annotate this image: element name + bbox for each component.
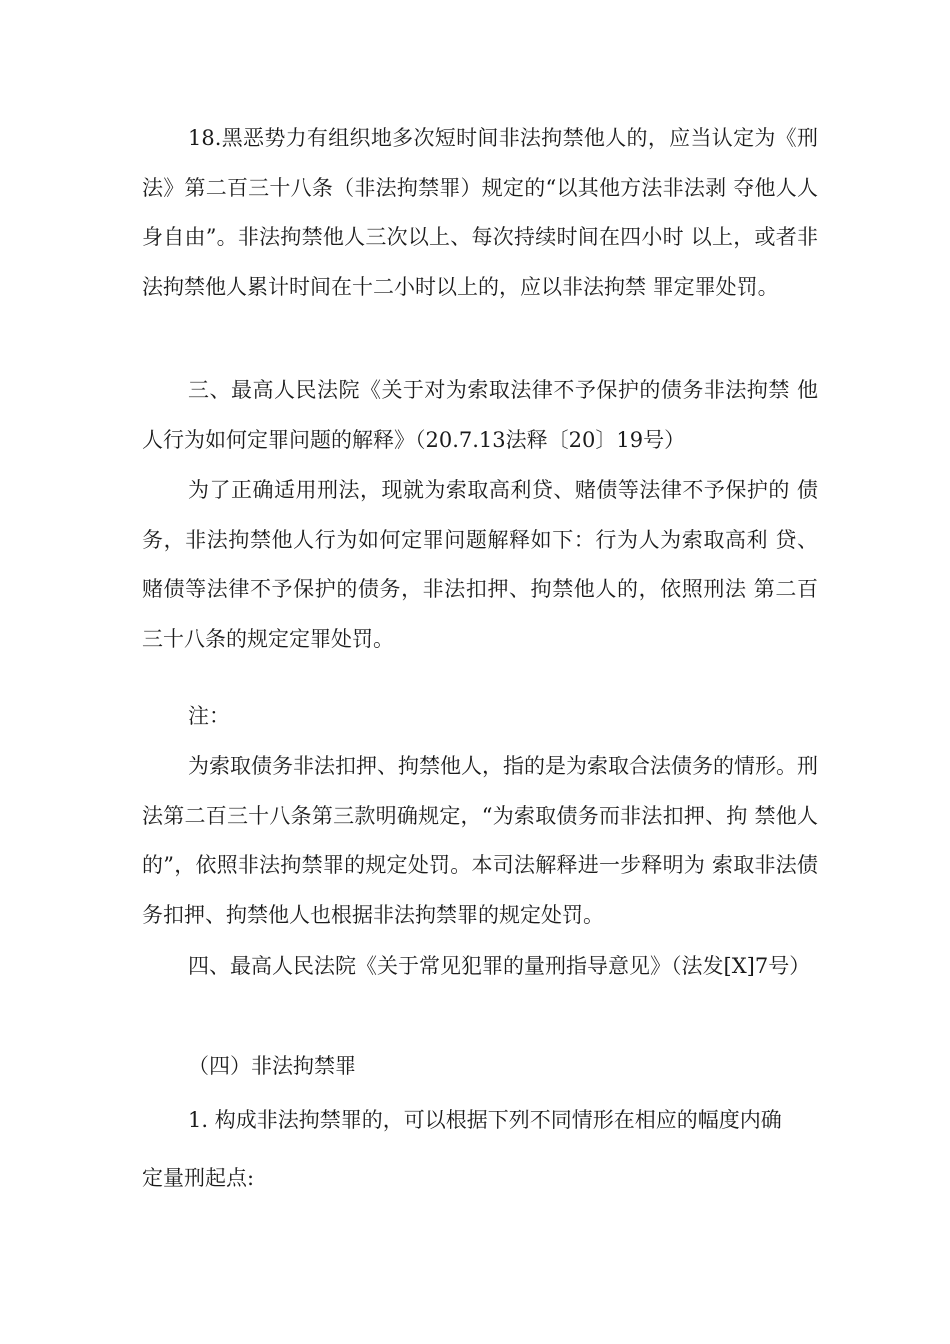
paragraph-interpretation-body: 为了正确适用刑法，现就为索取高利贷、赌债等法律不予保护的 债务，非法拘禁他人行为如何定罪问题解释如下：行为人为索取高利 贷、赌债等法律不予保护的债务，非法扣押、拘禁他人的，依照刑法 第二百三十八条的规定定罪处罚。 — [142, 478, 818, 651]
paragraph-item-1-line-1: 1. 构成非法拘禁罪的，可以根据下列不同情形在相应的幅度内确 — [188, 1108, 782, 1132]
paragraph-section-4-heading: 四、最高人民法院《关于常见犯罪的量刑指导意见》（法发[X]7号） — [188, 954, 811, 978]
paragraph-note-label: 注： — [188, 704, 230, 728]
paragraph-subsection-4-title: （四）非法拘禁罪 — [188, 1054, 356, 1078]
paragraph-item-1-line-2: 定量刑起点: — [142, 1165, 255, 1190]
paragraph-article-18: 18.黑恶势力有组织地多次短时间非法拘禁他人的，应当认定为《刑法》第二百三十八条（非法拘禁罪）规定的“以其他方法非法剥 夺他人人身自由”。非法拘禁他人三次以上、每次持续时间在四小时 以上，或者非法拘禁他人累计时间在十二小时以上的，应以非法拘禁 罪定罪处罚。 — [142, 126, 818, 299]
paragraph-note-body: 为索取债务非法扣押、拘禁他人，指的是为索取合法债务的情形。刑法第二百三十八条第三款明确规定，“为索取债务而非法扣押、拘 禁他人的”，依照非法拘禁罪的规定处罚。本司法解释进一步释明为 索取非法债务扣押、拘禁他人也根据非法拘禁罪的规定处罚。 — [142, 754, 818, 927]
paragraph-item-1 — [142, 1096, 818, 1203]
paragraph-section-3-heading: 三、最高人民法院《关于对为索取法律不予保护的债务非法拘禁 他人行为如何定罪问题的解释》（20.7.13法释〔20〕19号） — [142, 378, 818, 452]
